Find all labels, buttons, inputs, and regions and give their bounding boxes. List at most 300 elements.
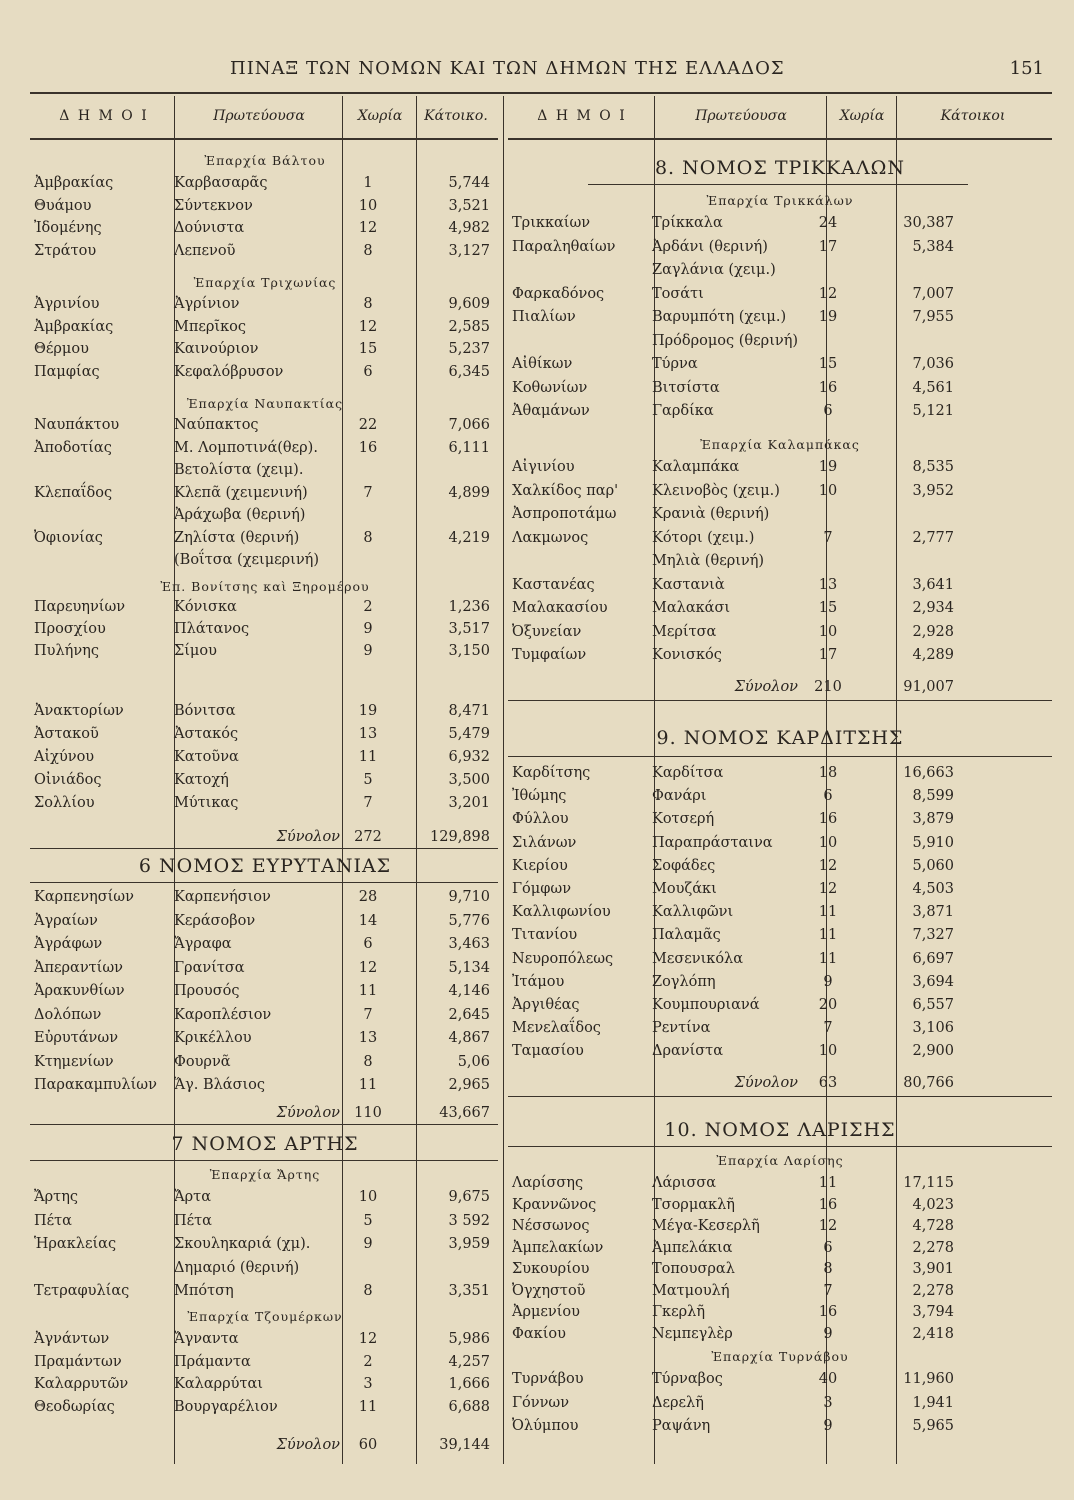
table-row bbox=[30, 723, 500, 745]
inhabitants-count: 3,127 bbox=[448, 242, 490, 259]
table-row bbox=[508, 306, 1052, 328]
demos-name: Τρικκαίων bbox=[512, 215, 591, 231]
capital-name: Κόνισκα bbox=[174, 599, 237, 615]
table-row bbox=[508, 1280, 1052, 1302]
inhabitants-count: 7,066 bbox=[448, 417, 490, 433]
table-row bbox=[508, 527, 1052, 549]
capital-name: Καρδίτσα bbox=[652, 765, 724, 781]
inhabitants-count: 5,744 bbox=[448, 175, 490, 191]
demos-name: Ἀστακοῦ bbox=[34, 726, 99, 742]
table-row bbox=[508, 1194, 1052, 1216]
demos-name: Ἀγράφων bbox=[34, 936, 103, 952]
villages-count: 13 bbox=[818, 576, 838, 593]
demos-name: Ὀφιονίας bbox=[34, 529, 103, 546]
villages-count: 10 bbox=[818, 834, 838, 851]
inhabitants-count: 4,503 bbox=[912, 881, 954, 897]
demos-name: Ἀσπροποτάμω bbox=[512, 506, 617, 522]
demos-name: Ἀθαμάνων bbox=[512, 403, 590, 419]
table-row bbox=[30, 459, 500, 481]
capital-name: Κλεπᾶ (χειμενινή) bbox=[174, 484, 308, 501]
demos-name: Μενελαΐδος bbox=[512, 1020, 601, 1037]
demos-name: Ἀμπελακίων bbox=[512, 1239, 604, 1256]
table-row bbox=[508, 1017, 1052, 1039]
demos-name: Γόννων bbox=[512, 1394, 570, 1411]
table-row bbox=[30, 980, 500, 1002]
table-row bbox=[508, 330, 1052, 352]
capital-name: Δημαριό (θερινή) bbox=[174, 1259, 300, 1276]
inhabitants-count: 3,201 bbox=[448, 795, 490, 811]
villages-count: 16 bbox=[818, 1196, 838, 1213]
nomos-title-larisa: 10. ΝΟΜΟΣ ΛΑΡΙΣΗΣ bbox=[664, 1119, 896, 1141]
table-row bbox=[30, 1027, 500, 1049]
table-row bbox=[508, 1258, 1052, 1280]
inhabitants-count: 5,910 bbox=[912, 834, 954, 851]
villages-count: 12 bbox=[818, 881, 838, 897]
capital-name: Καλαμπάκα bbox=[652, 459, 740, 475]
demos-name: Φακίου bbox=[512, 1325, 566, 1342]
demos-name: Καρπενησίων bbox=[34, 889, 134, 905]
subheading-trikala: Ἐπαρχία Τρικκάλων bbox=[706, 193, 854, 208]
total-row-trikala: Σύνολον 210 91,007 bbox=[734, 679, 954, 695]
capital-name: Μηλιὰ (θερινή) bbox=[652, 553, 765, 569]
capital-name: Ἀράχωβα (θερινή) bbox=[174, 507, 306, 523]
nomos-rule-trikala bbox=[588, 184, 968, 185]
villages-count: 6 bbox=[363, 936, 373, 952]
demos-name: Καρδίτσης bbox=[512, 765, 591, 781]
subheading-tsoumerka: Ἐπαρχία Τζουμέρκων bbox=[187, 1309, 343, 1324]
villages-count: 9 bbox=[823, 973, 833, 990]
villages-count: 19 bbox=[358, 703, 378, 719]
table-row bbox=[508, 994, 1052, 1016]
demos-name: Κτημενίων bbox=[34, 1053, 114, 1070]
villages-count: 11 bbox=[818, 927, 838, 944]
villages-count: 8 bbox=[363, 1283, 373, 1299]
inhabitants-count: 5,965 bbox=[912, 1418, 954, 1434]
villages-count: 40 bbox=[818, 1371, 838, 1387]
villages-count: 17 bbox=[818, 238, 838, 255]
villages-count: 3 bbox=[823, 1394, 833, 1411]
inhabitants-count: 5,776 bbox=[448, 912, 490, 929]
demos-name: Ὀξυνείαν bbox=[512, 623, 582, 640]
demos-name: Πραμάντων bbox=[34, 1353, 122, 1370]
table-row bbox=[508, 400, 1052, 422]
demos-name: Θέρμου bbox=[34, 341, 89, 357]
villages-count: 10 bbox=[818, 623, 838, 640]
capital-name: Τσορμακλῆ bbox=[652, 1196, 735, 1213]
left-column bbox=[30, 0, 500, 1500]
table-row bbox=[508, 550, 1052, 572]
villages-count: 12 bbox=[358, 959, 378, 976]
table-row bbox=[30, 1233, 500, 1255]
table-row bbox=[508, 1392, 1052, 1414]
capital-name: Καρπενήσιον bbox=[174, 889, 271, 905]
inhabitants-count: 4,899 bbox=[448, 484, 490, 501]
inhabitants-count: 2,278 bbox=[912, 1239, 954, 1256]
villages-count: 8 bbox=[363, 296, 373, 312]
villages-count: 11 bbox=[818, 1175, 838, 1191]
page-title: ΠΙΝΑΞ ΤΩΝ ΝΟΜΩΝ ΚΑΙ ΤΩΝ ΔΗΜΩΝ ΤΗΣ ΕΛΛΑΔΟΣ bbox=[230, 58, 785, 79]
subheading-vonitsa: Ἐπ. Βονίτσης καὶ Ξηρομέρου bbox=[160, 579, 370, 594]
table-row bbox=[30, 172, 500, 194]
subheading-valtos: Ἐπαρχία Βάλτου bbox=[204, 153, 326, 168]
table-row bbox=[508, 878, 1052, 900]
table-row bbox=[508, 212, 1052, 234]
demos-name: Ἀγρινίου bbox=[34, 296, 100, 312]
capital-name: Πρόδρομος (θερινή) bbox=[652, 332, 799, 349]
inhabitants-count: 2,278 bbox=[912, 1282, 954, 1299]
villages-count: 9 bbox=[823, 1325, 833, 1342]
capital-name: Τοσάτι bbox=[652, 285, 704, 302]
villages-count: 16 bbox=[818, 1304, 838, 1320]
subheading-tyrnavos: Ἐπαρχία Τυρνάβου bbox=[711, 1349, 849, 1364]
total-rule-left-1 bbox=[30, 848, 498, 849]
demos-name: Λακμωνος bbox=[512, 529, 589, 546]
demos-name: Τιτανίου bbox=[512, 927, 578, 944]
inhabitants-count: 4,982 bbox=[448, 220, 490, 236]
demos-name: Νέσσωνος bbox=[512, 1218, 590, 1234]
demos-name: Δολόπων bbox=[34, 1006, 102, 1023]
inhabitants-count: 2,934 bbox=[912, 600, 954, 616]
table-row bbox=[508, 1237, 1052, 1259]
capital-name: Ρεντίνα bbox=[652, 1020, 711, 1037]
table-row bbox=[508, 1040, 1052, 1062]
demos-name: Καστανέας bbox=[512, 576, 595, 593]
demos-name: Ἀμβρακίας bbox=[34, 175, 114, 191]
villages-count: 8 bbox=[363, 529, 373, 546]
inhabitants-count: 3,879 bbox=[912, 811, 954, 828]
right-column bbox=[508, 0, 1052, 1500]
capital-name: Καρβασαρᾶς bbox=[174, 175, 268, 191]
inhabitants-count: 4,867 bbox=[448, 1030, 490, 1046]
demos-name: Κραννῶνος bbox=[512, 1196, 597, 1213]
col-head-proteuousa-left: Πρωτεύουσα bbox=[213, 108, 305, 124]
villages-count: 7 bbox=[363, 484, 373, 501]
inhabitants-count: 7,327 bbox=[912, 927, 954, 944]
nomos-rule-karditsa bbox=[508, 756, 1052, 757]
villages-count: 9 bbox=[823, 1418, 833, 1434]
villages-count: 12 bbox=[818, 1218, 838, 1234]
table-row bbox=[30, 240, 500, 262]
demos-name: Πιαλίων bbox=[512, 309, 576, 325]
inhabitants-count: 4,257 bbox=[448, 1353, 490, 1370]
table-row bbox=[508, 1215, 1052, 1237]
capital-name: Κεράσοβον bbox=[174, 912, 256, 929]
capital-name: Δούνιστα bbox=[174, 220, 245, 236]
demos-name: Μαλακασίου bbox=[512, 600, 608, 616]
inhabitants-count: 8,535 bbox=[912, 459, 954, 475]
capital-name: Μεσενικόλα bbox=[652, 950, 744, 967]
capital-name: Βόνιτσα bbox=[174, 703, 236, 719]
capital-name: Καινούριον bbox=[174, 341, 259, 357]
table-row bbox=[30, 886, 500, 908]
capital-name: Σίμου bbox=[174, 643, 217, 659]
total-row-aitoloakarnania: Σύνολον 272 129,898 bbox=[276, 829, 490, 845]
nomos-rule-larisa bbox=[508, 1146, 1052, 1147]
capital-name: Ναύπακτος bbox=[174, 417, 259, 433]
villages-count: 7 bbox=[823, 529, 833, 546]
table-row bbox=[30, 1396, 500, 1418]
table-row bbox=[508, 644, 1052, 666]
inhabitants-count: 5,121 bbox=[912, 403, 954, 419]
demos-name: Παραληθαίων bbox=[512, 238, 616, 255]
subheading-trichonia: Ἐπαρχία Τριχωνίας bbox=[193, 275, 337, 290]
capital-name: Σύντεκνον bbox=[174, 197, 253, 214]
col-head-demoi-left: Δ Η Μ Ο Ι bbox=[59, 108, 149, 124]
inhabitants-count: 5,134 bbox=[448, 959, 490, 976]
capital-name: Μ. Λομποτινά(θερ). bbox=[174, 439, 318, 456]
table-row bbox=[30, 482, 500, 504]
inhabitants-count: 3,959 bbox=[448, 1236, 490, 1252]
demos-name: Παρακαμπυλίων bbox=[34, 1077, 157, 1093]
table-row bbox=[30, 195, 500, 217]
inhabitants-count: 8,471 bbox=[448, 703, 490, 719]
demos-name: Προσχίου bbox=[34, 621, 106, 637]
villages-count: 17 bbox=[818, 647, 838, 663]
table-row bbox=[508, 971, 1052, 993]
demos-name: Ἀνακτορίων bbox=[34, 703, 124, 719]
table-row bbox=[508, 597, 1052, 619]
demos-name: Πυλήνης bbox=[34, 643, 99, 659]
capital-name: Νεμπεγλὲρ bbox=[652, 1325, 733, 1342]
total-row-karditsa: Σύνολον 63 80,766 bbox=[734, 1075, 954, 1091]
subheading-kalampaka: Ἐπαρχία Καλαμπάκας bbox=[700, 437, 860, 452]
capital-name: Βετολίστα (χειμ). bbox=[174, 462, 304, 478]
demos-name: Ὀλύμπου bbox=[512, 1418, 579, 1434]
total-row-evrytania: Σύνολον 110 43,667 bbox=[276, 1105, 490, 1121]
table-row bbox=[30, 746, 500, 768]
capital-name: Ἀμπελάκια bbox=[652, 1239, 733, 1256]
inhabitants-count: 7,955 bbox=[912, 309, 954, 325]
inhabitants-count: 3,106 bbox=[912, 1020, 954, 1037]
villages-count: 12 bbox=[358, 1331, 378, 1347]
capital-name: Κρανιὰ (θερινή) bbox=[652, 506, 770, 522]
inhabitants-count: 3,500 bbox=[448, 772, 490, 788]
inhabitants-count: 1,236 bbox=[448, 599, 490, 615]
capital-name: Κοτσερή bbox=[652, 811, 715, 828]
villages-count: 6 bbox=[363, 363, 373, 380]
demos-name: Σιλάνων bbox=[512, 834, 577, 851]
capital-name: Τοπουσραλ bbox=[652, 1261, 735, 1277]
demos-name: Αἰχύνου bbox=[34, 749, 95, 765]
table-row bbox=[30, 1186, 500, 1208]
table-row bbox=[508, 1368, 1052, 1390]
table-row bbox=[508, 1323, 1052, 1345]
table-row bbox=[30, 1280, 500, 1302]
table-row bbox=[508, 901, 1052, 923]
table-row bbox=[30, 910, 500, 932]
table-row bbox=[508, 1415, 1052, 1437]
table-row bbox=[508, 1301, 1052, 1323]
table-row bbox=[30, 504, 500, 526]
table-row bbox=[30, 640, 500, 662]
villages-count: 11 bbox=[358, 983, 378, 999]
inhabitants-count: 8,599 bbox=[912, 788, 954, 805]
inhabitants-count: 17,115 bbox=[903, 1175, 954, 1191]
inhabitants-count: 2,965 bbox=[448, 1077, 490, 1093]
inhabitants-count: 3,517 bbox=[448, 621, 490, 637]
inhabitants-count: 4,289 bbox=[912, 647, 954, 663]
nomos-title-evrytania: 6 ΝΟΜΟΣ ΕΥΡΥΤΑΝΙΑΣ bbox=[138, 855, 392, 877]
villages-count: 12 bbox=[358, 220, 378, 236]
table-row bbox=[30, 618, 500, 640]
villages-count: 7 bbox=[363, 1006, 373, 1023]
table-row bbox=[30, 1004, 500, 1026]
inhabitants-count: 1,941 bbox=[912, 1394, 954, 1411]
villages-count: 12 bbox=[358, 318, 378, 335]
capital-name: Ματμουλή bbox=[652, 1282, 730, 1299]
villages-count: 9 bbox=[363, 621, 373, 637]
col-head-katoikoi-right: Κάτοικοι bbox=[940, 108, 1006, 124]
villages-count: 14 bbox=[358, 912, 378, 929]
table-row bbox=[30, 700, 500, 722]
inhabitants-count: 4,146 bbox=[448, 983, 490, 999]
capital-name: Μουζάκι bbox=[652, 881, 717, 897]
demos-name: Ἀμβρακίας bbox=[34, 318, 114, 335]
villages-count: 9 bbox=[363, 1236, 373, 1252]
table-row bbox=[30, 527, 500, 549]
villages-count: 11 bbox=[818, 904, 838, 921]
capital-name: Γκερλῆ bbox=[652, 1304, 706, 1320]
table-row bbox=[508, 456, 1052, 478]
capital-name: Κεφαλόβρυσον bbox=[174, 363, 284, 380]
inhabitants-count: 2,418 bbox=[912, 1325, 954, 1342]
inhabitants-count: 3,794 bbox=[912, 1304, 954, 1320]
demos-name: Καλαρρυτῶν bbox=[34, 1376, 129, 1392]
vline-mid bbox=[503, 96, 504, 1464]
demos-name: Ἀρακυνθίων bbox=[34, 983, 125, 999]
demos-name: Οἰνιάδος bbox=[34, 772, 102, 788]
villages-count: 16 bbox=[358, 439, 378, 456]
inhabitants-count: 5,06 bbox=[457, 1053, 490, 1070]
demos-name: Θεοδωρίας bbox=[34, 1398, 115, 1415]
capital-name: Λεπενοῦ bbox=[174, 242, 236, 259]
page-number: 151 bbox=[1009, 58, 1044, 79]
inhabitants-count: 3,694 bbox=[912, 973, 954, 990]
inhabitants-count: 3,901 bbox=[912, 1261, 954, 1277]
villages-count: 12 bbox=[818, 857, 838, 874]
inhabitants-count: 5,237 bbox=[448, 341, 490, 357]
inhabitants-count: 4,728 bbox=[912, 1218, 954, 1234]
subheading-arta: Ἐπαρχία Ἄρτης bbox=[209, 1167, 321, 1182]
capital-name: Κατοῦνα bbox=[174, 749, 239, 765]
capital-name: (Βοΐτσα (χειμερινή) bbox=[174, 552, 319, 568]
demos-name: Στράτου bbox=[34, 242, 97, 259]
table-row bbox=[508, 259, 1052, 281]
table-row bbox=[508, 574, 1052, 596]
villages-count: 13 bbox=[358, 1030, 378, 1046]
col-head-choria-left: Χωρία bbox=[357, 108, 403, 124]
inhabitants-count: 9,710 bbox=[448, 889, 490, 905]
capital-name: Ζογλόπη bbox=[652, 973, 716, 990]
capital-name: Ζηλίστα (θερινή) bbox=[174, 529, 300, 546]
table-row bbox=[508, 480, 1052, 502]
table-row bbox=[30, 361, 500, 383]
capital-name: Βαρυμπότη (χειμ.) bbox=[652, 309, 787, 325]
capital-name: Καροπλέσιον bbox=[174, 1006, 272, 1023]
demos-name: Ἀγνάντων bbox=[34, 1331, 110, 1347]
inhabitants-count: 3,641 bbox=[912, 576, 954, 593]
capital-name: Σοφάδες bbox=[652, 857, 716, 874]
inhabitants-count: 5,384 bbox=[912, 238, 954, 255]
villages-count: 7 bbox=[363, 795, 373, 811]
demos-name: Κιερίου bbox=[512, 857, 568, 874]
table-row bbox=[30, 437, 500, 459]
table-row bbox=[30, 549, 500, 571]
table-row bbox=[30, 217, 500, 239]
capital-name: Πράμαντα bbox=[174, 1353, 251, 1370]
table-row bbox=[30, 596, 500, 618]
capital-name: Φουρνᾶ bbox=[174, 1053, 231, 1070]
villages-count: 10 bbox=[818, 482, 838, 499]
nomos-title-karditsa: 9. ΝΟΜΟΣ ΚΑΡΔΙΤΣΗΣ bbox=[656, 727, 904, 749]
villages-count: 13 bbox=[358, 726, 378, 742]
subheading-nafpaktia: Ἐπαρχία Ναυπακτίας bbox=[186, 396, 344, 411]
demos-name: Παρευηνίων bbox=[34, 599, 126, 615]
capital-name: Γαρδίκα bbox=[652, 403, 714, 419]
villages-count: 24 bbox=[818, 215, 838, 231]
table-row bbox=[508, 924, 1052, 946]
inhabitants-count: 16,663 bbox=[903, 765, 954, 781]
demos-name: Ἀποδοτίας bbox=[34, 439, 112, 456]
capital-name: Καστανιὰ bbox=[652, 576, 725, 593]
demos-name: Ἀρμενίου bbox=[512, 1304, 580, 1320]
capital-name: Μπότση bbox=[174, 1283, 234, 1299]
inhabitants-count: 6,697 bbox=[912, 950, 954, 967]
inhabitants-count: 3,521 bbox=[448, 197, 490, 214]
demos-name: Αἰγινίου bbox=[512, 459, 575, 475]
demos-name: Σολλίου bbox=[34, 795, 95, 811]
villages-count: 18 bbox=[818, 765, 838, 781]
demos-name: Ἰδομένης bbox=[34, 220, 102, 236]
villages-count: 15 bbox=[818, 600, 838, 616]
table-row bbox=[30, 293, 500, 315]
inhabitants-count: 3,952 bbox=[912, 482, 954, 499]
capital-name: Φανάρι bbox=[652, 788, 707, 805]
capital-name: Τύρναβος bbox=[652, 1371, 723, 1387]
villages-count: 11 bbox=[358, 749, 378, 765]
demos-name: Τυμφαίων bbox=[512, 647, 587, 663]
col-head-demoi-right: Δ Η Μ Ο Ι bbox=[537, 108, 627, 124]
villages-count: 8 bbox=[363, 242, 373, 259]
inhabitants-count: 6,688 bbox=[448, 1398, 490, 1415]
villages-count: 10 bbox=[358, 1189, 378, 1205]
villages-count: 7 bbox=[823, 1020, 833, 1037]
table-row bbox=[508, 353, 1052, 375]
capital-name: Κονισκός bbox=[652, 647, 722, 663]
villages-count: 19 bbox=[818, 309, 838, 325]
demos-name: Κοθωνίων bbox=[512, 379, 588, 396]
table-row bbox=[30, 1257, 500, 1279]
villages-count: 6 bbox=[823, 788, 833, 805]
col-head-choria-right: Χωρία bbox=[839, 108, 885, 124]
table-row bbox=[508, 377, 1052, 399]
villages-count: 11 bbox=[358, 1077, 378, 1093]
demos-name: Λαρίσσης bbox=[512, 1175, 584, 1191]
total-rule-right-1 bbox=[508, 700, 1052, 701]
nomos-rule-evrytania bbox=[30, 882, 498, 883]
capital-name: Τρίκκαλα bbox=[652, 215, 723, 231]
table-row bbox=[30, 316, 500, 338]
capital-name: Δρανίστα bbox=[652, 1043, 723, 1060]
inhabitants-count: 2,928 bbox=[912, 623, 954, 640]
table-row bbox=[508, 855, 1052, 877]
table-row bbox=[508, 1172, 1052, 1194]
capital-name: Μερίτσα bbox=[652, 623, 717, 640]
demos-name: Ἰτάμου bbox=[512, 973, 565, 990]
capital-name: Μέγα-Κεσερλῆ bbox=[652, 1218, 760, 1234]
inhabitants-count: 3 592 bbox=[448, 1212, 490, 1229]
villages-count: 9 bbox=[363, 643, 373, 659]
